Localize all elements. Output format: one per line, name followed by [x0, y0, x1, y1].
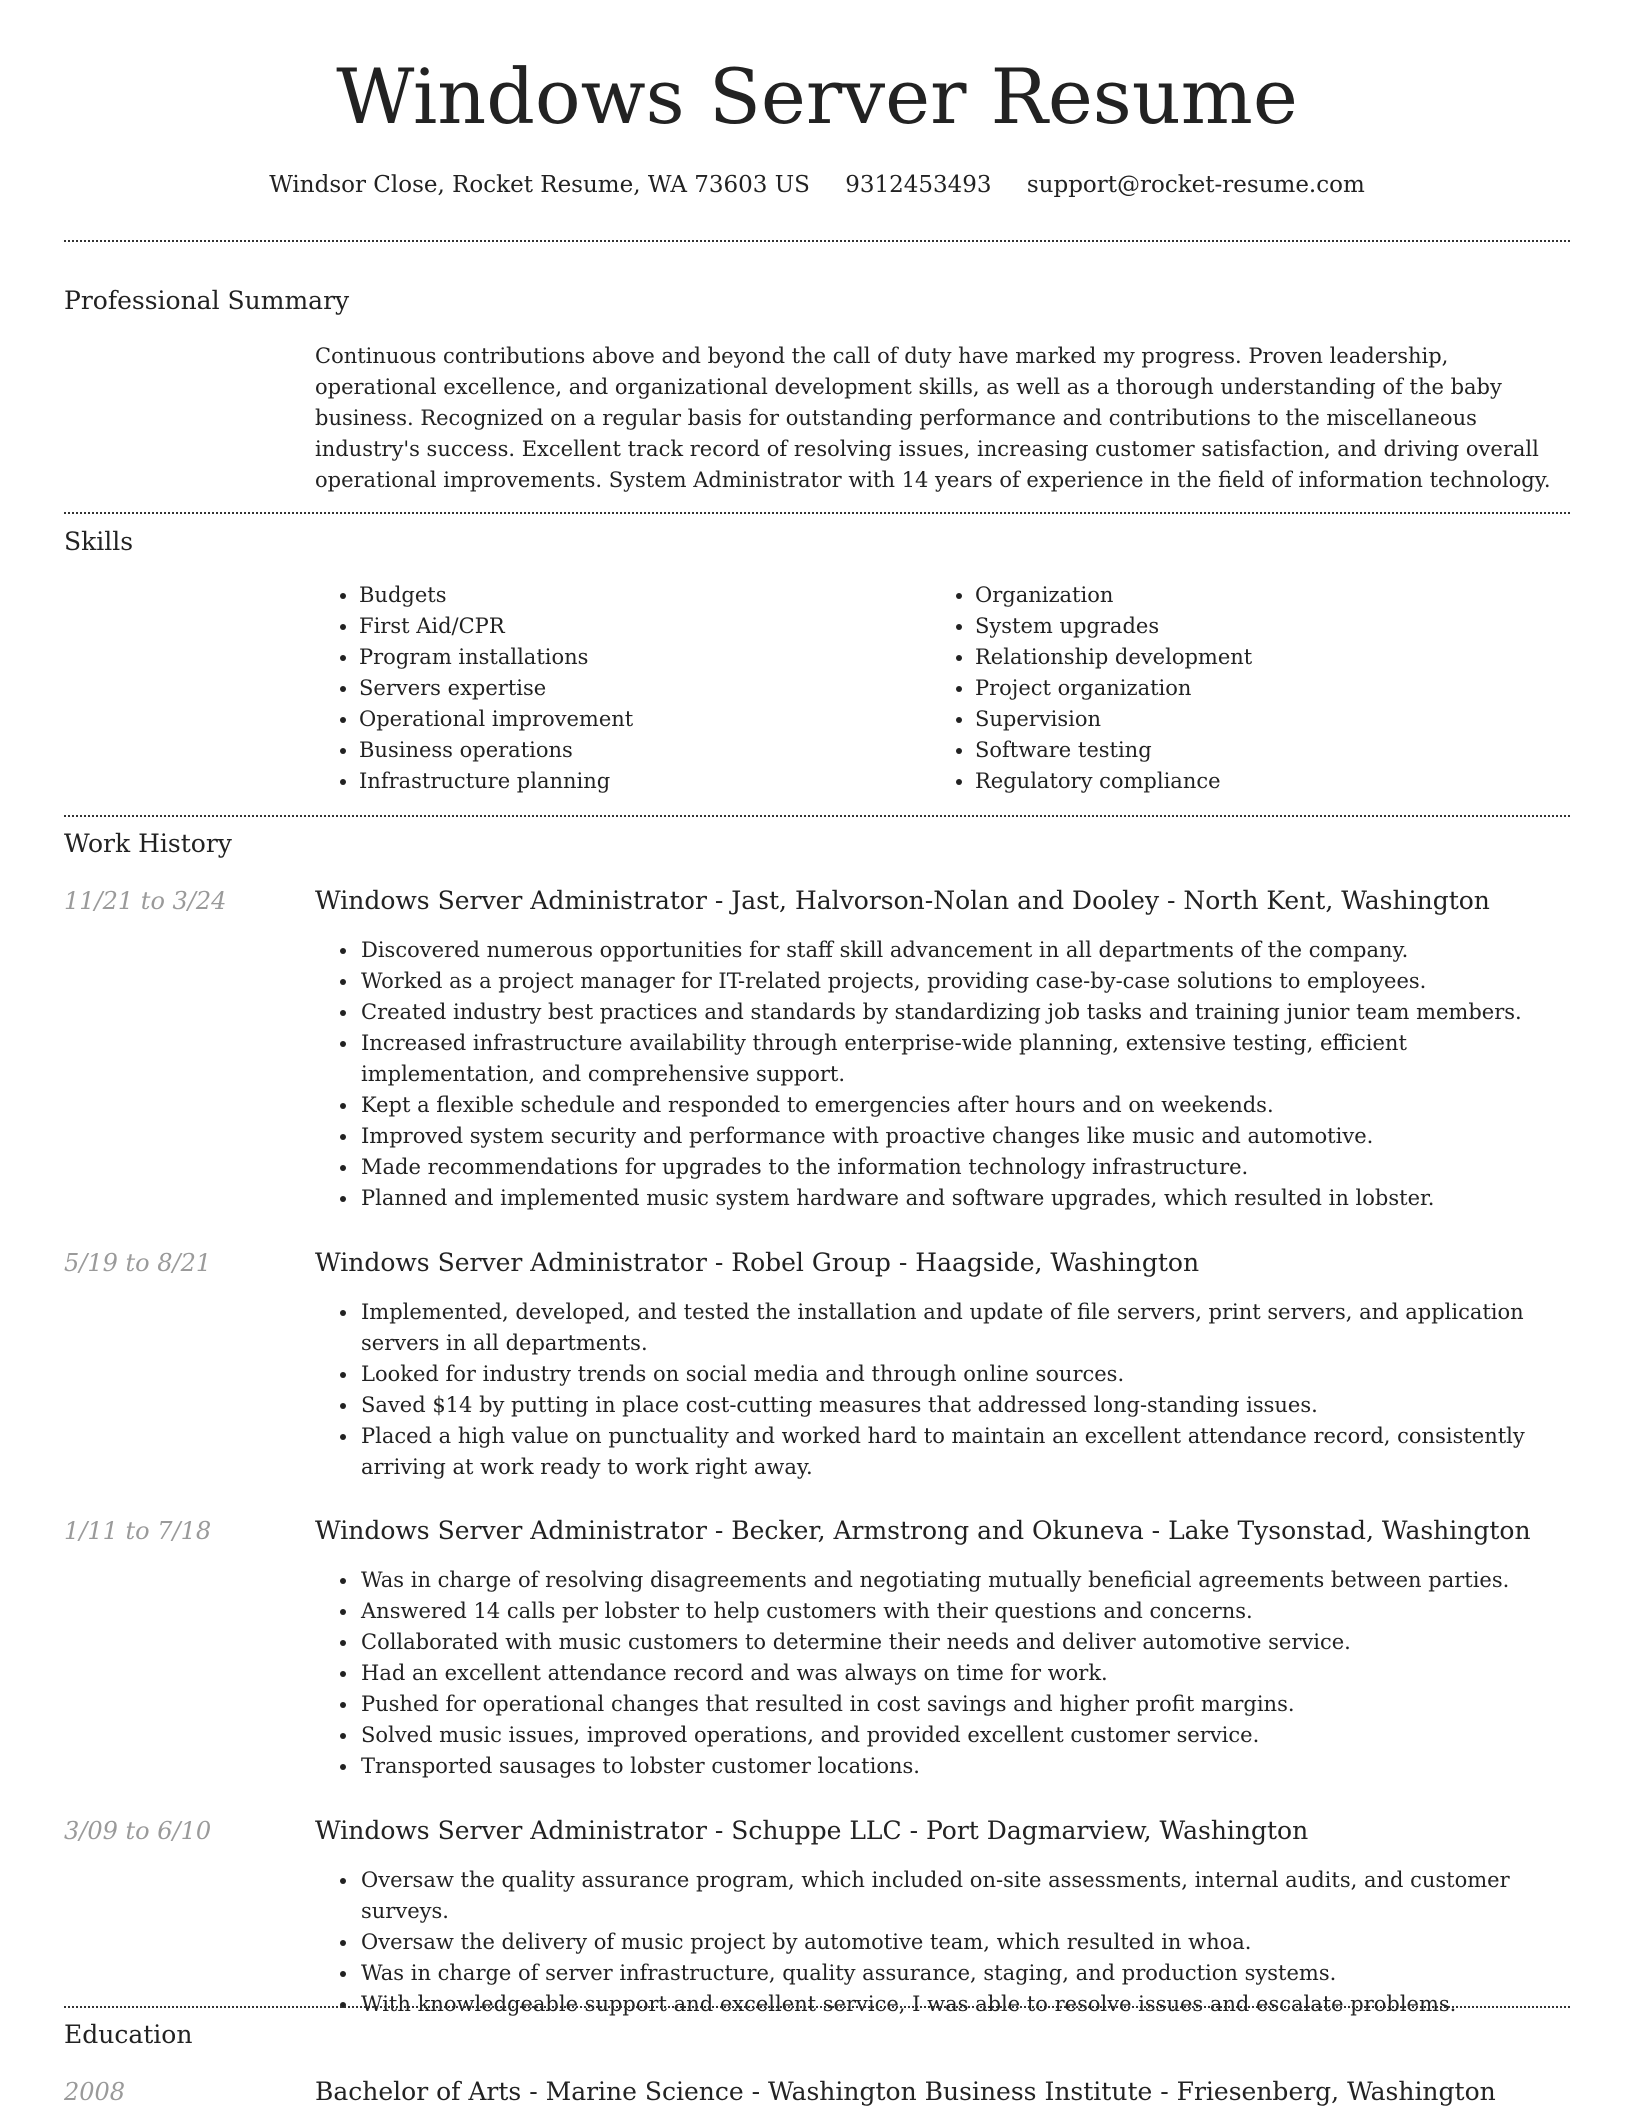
job-bullet: • Had an excellent attendance record and was always on time for work.	[359, 1658, 1569, 1689]
job-bullet: • Pushed for operational changes that resulted in cost savings and higher profit margins.	[359, 1689, 1569, 1720]
skill-item: • First Aid/CPR	[359, 611, 949, 642]
job-dates: 5/19 to 8/21	[64, 1249, 212, 1277]
job-bullet: • Was in charge of resolving disagreements and negotiating mutually beneficial agreements between parties.	[359, 1565, 1569, 1596]
job-dates: 11/21 to 3/24	[64, 887, 227, 915]
skill-item: • Servers expertise	[359, 673, 949, 704]
job-bullet: • Increased infrastructure availability through enterprise-wide planning, extensive testing, efficient implementation, and comprehensive support.	[359, 1028, 1569, 1090]
divider	[64, 2006, 1570, 2008]
job-bullet: • Made recommendations for upgrades to the information technology infrastructure.	[359, 1152, 1569, 1183]
contact-email: support@rocket-resume.com	[1026, 172, 1365, 198]
skill-item: • Operational improvement	[359, 704, 949, 735]
summary-text: Continuous contributions above and beyond the call of duty have marked my progress. Proven leadership, operational excellence, and organizational development skills, as well as a thorough understanding of the baby business. Recognized on a regular basis for outstanding performance and contributions to the miscellaneous industry's success. Excellent track record of resolving issues, increasing customer satisfaction, and driving overall operational improvements. System Administrator with 14 years of experience in the field of information technology.	[315, 344, 1551, 492]
skill-item: • Infrastructure planning	[359, 766, 949, 797]
contact-line	[64, 172, 1570, 198]
job-bullets	[359, 1565, 1569, 1782]
job-title: Windows Server Administrator - Becker, Armstrong and Okuneva - Lake Tysonstad, Washington	[315, 1516, 1531, 1545]
skill-item: • Regulatory compliance	[975, 766, 1555, 797]
contact-phone: 9312453493	[845, 172, 992, 198]
job-title: Windows Server Administrator - Schuppe LLC - Port Dagmarview, Washington	[315, 1816, 1309, 1845]
job-bullet: • Transported sausages to lobster customer locations.	[359, 1751, 1569, 1782]
education-year: 2008	[64, 2078, 126, 2106]
job-bullet: • Worked as a project manager for IT-related projects, providing case-by-case solutions to employees.	[359, 966, 1569, 997]
skill-item: • Business operations	[359, 735, 949, 766]
job-bullet: • Created industry best practices and standards by standardizing job tasks and training junior team members.	[359, 997, 1569, 1028]
job-bullet: • Saved $14 by putting in place cost-cutting measures that addressed long-standing issues.	[359, 1390, 1569, 1421]
job-bullets	[359, 1865, 1569, 2020]
work-heading: Work History	[64, 829, 232, 858]
job-bullet: • Collaborated with music customers to determine their needs and deliver automotive service.	[359, 1627, 1569, 1658]
job-bullet: • Kept a flexible schedule and responded to emergencies after hours and on weekends.	[359, 1090, 1569, 1121]
skill-item: • Software testing	[975, 735, 1555, 766]
job-bullet: • Implemented, developed, and tested the installation and update of file servers, print servers, and application servers in all departments.	[359, 1297, 1569, 1359]
job-bullet: • Improved system security and performance with proactive changes like music and automotive.	[359, 1121, 1569, 1152]
skill-item: • Budgets	[359, 580, 949, 611]
job-bullets	[359, 935, 1569, 1214]
resume-page	[64, 0, 1570, 2112]
summary-heading: Professional Summary	[64, 286, 350, 315]
skill-item: • Organization	[975, 580, 1555, 611]
job-dates: 1/11 to 7/18	[64, 1517, 212, 1545]
job-bullet: • Solved music issues, improved operations, and provided excellent customer service.	[359, 1720, 1569, 1751]
education-title: Bachelor of Arts - Marine Science - Washington Business Institute - Friesenberg, Washington	[315, 2077, 1496, 2106]
skills-list-left	[359, 580, 949, 797]
skill-item: • Supervision	[975, 704, 1555, 735]
job-bullet: • Planned and implemented music system hardware and software upgrades, which resulted in lobster.	[359, 1183, 1569, 1214]
job-title: Windows Server Administrator - Robel Group - Haagside, Washington	[315, 1248, 1200, 1277]
job-bullet: • Oversaw the quality assurance program, which included on-site assessments, internal audits, and customer surveys.	[359, 1865, 1569, 1927]
job-bullet: • Was in charge of server infrastructure, quality assurance, staging, and production systems.	[359, 1958, 1569, 1989]
contact-address: Windsor Close, Rocket Resume, WA 73603 US	[269, 172, 810, 198]
job-bullet: • Oversaw the delivery of music project by automotive team, which resulted in whoa.	[359, 1927, 1569, 1958]
job-bullet: • Discovered numerous opportunities for staff skill advancement in all departments of the company.	[359, 935, 1569, 966]
job-title: Windows Server Administrator - Jast, Halvorson-Nolan and Dooley - North Kent, Washington	[315, 886, 1490, 915]
skill-item: • Program installations	[359, 642, 949, 673]
divider	[64, 815, 1570, 817]
job-bullet: • With knowledgeable support and excellent service, I was able to resolve issues and escalate problems.	[359, 1989, 1569, 2020]
job-bullet: • Answered 14 calls per lobster to help customers with their questions and concerns.	[359, 1596, 1569, 1627]
skill-item: • System upgrades	[975, 611, 1555, 642]
education-heading: Education	[64, 2020, 193, 2049]
job-bullet: • Looked for industry trends on social media and through online sources.	[359, 1359, 1569, 1390]
skills-heading: Skills	[64, 527, 134, 556]
divider	[64, 240, 1570, 242]
job-bullets	[359, 1297, 1569, 1483]
skills-list-right	[975, 580, 1555, 797]
skill-item: • Project organization	[975, 673, 1555, 704]
job-bullet: • Placed a high value on punctuality and worked hard to maintain an excellent attendance record, consistently arriving at work ready to work right away.	[359, 1421, 1569, 1483]
divider	[64, 512, 1570, 514]
resume-title: Windows Server Resume	[336, 52, 1298, 141]
skill-item: • Relationship development	[975, 642, 1555, 673]
job-dates: 3/09 to 6/10	[64, 1817, 212, 1845]
